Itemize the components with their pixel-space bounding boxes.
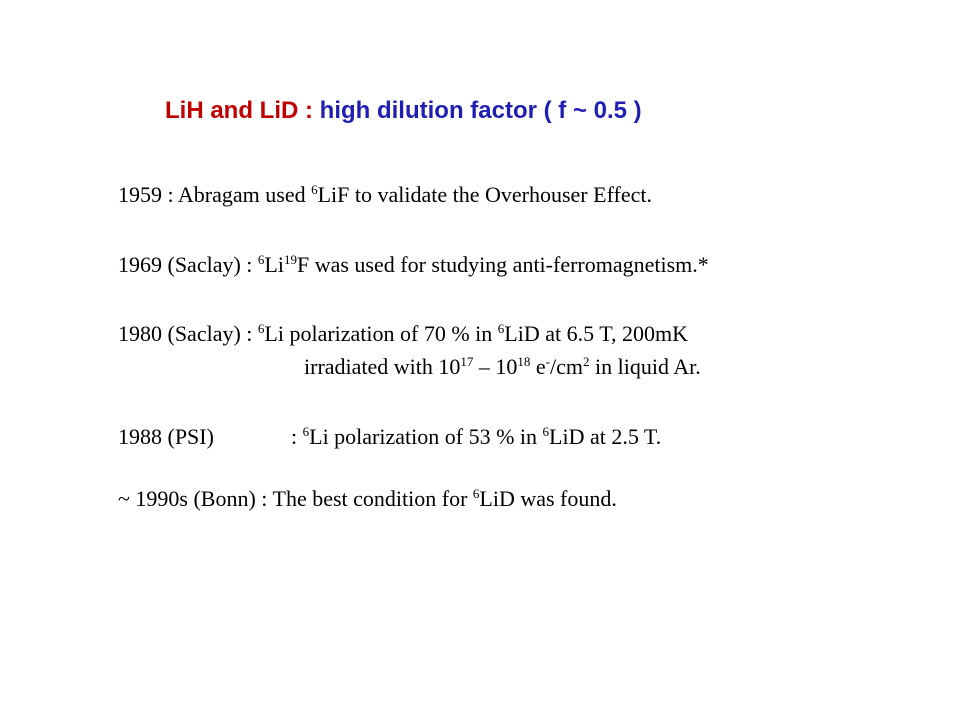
- entry-1988: [118, 426, 661, 448]
- entry-1990s: [118, 488, 617, 510]
- entry-1988-text: Li polarization of 53 % in: [309, 424, 543, 449]
- entry-1988-label: 1988 (PSI): [118, 424, 214, 449]
- entry-1980: [118, 323, 688, 345]
- superscript: 18: [517, 354, 531, 369]
- entry-1988-separator: :: [291, 424, 303, 449]
- entry-1959: [118, 184, 652, 206]
- entry-1980-text: irradiated with 10: [304, 354, 461, 379]
- entry-1980-text: – 10: [473, 354, 518, 379]
- title-part-dilution: high dilution factor ( f ~ 0.5 ): [319, 97, 642, 124]
- entry-1980-text: e: [530, 354, 546, 379]
- superscript: 6: [497, 321, 505, 336]
- entry-1969: [118, 254, 709, 276]
- superscript: 6: [472, 486, 480, 501]
- superscript: 6: [302, 424, 310, 439]
- entry-1959-label: 1959 : Abragam used: [118, 182, 312, 207]
- title-part-compounds: LiH and LiD :: [165, 97, 320, 124]
- slide-title: [165, 97, 642, 125]
- entry-1990s-label: ~ 1990s (Bonn) : The best condition for: [118, 486, 473, 511]
- entry-1988-text: LiD at 2.5 T.: [549, 424, 662, 449]
- entry-1980-label: 1980 (Saclay) :: [118, 321, 258, 346]
- superscript: 17: [460, 354, 474, 369]
- entry-1990s-text: LiD was found.: [479, 486, 617, 511]
- entry-1959-text: LiF to validate the Overhouser Effect.: [317, 182, 652, 207]
- superscript: 6: [257, 252, 265, 267]
- superscript: 6: [542, 424, 550, 439]
- superscript: 6: [257, 321, 265, 336]
- superscript: 6: [311, 182, 318, 197]
- entry-1980-text: Li polarization of 70 % in: [264, 321, 498, 346]
- superscript: 19: [283, 252, 297, 267]
- entry-1980-continuation: [304, 356, 701, 378]
- entry-1969-text: Li: [264, 252, 284, 277]
- entry-1969-label: 1969 (Saclay) :: [118, 252, 258, 277]
- entry-1969-text: F was used for studying anti-ferromagnetism.*: [296, 252, 709, 277]
- superscript: -: [545, 354, 551, 369]
- superscript: 2: [583, 354, 590, 369]
- entry-1980-text: /cm: [550, 354, 584, 379]
- entry-1980-text: in liquid Ar.: [589, 354, 701, 379]
- entry-1980-text: LiD at 6.5 T, 200mK: [504, 321, 689, 346]
